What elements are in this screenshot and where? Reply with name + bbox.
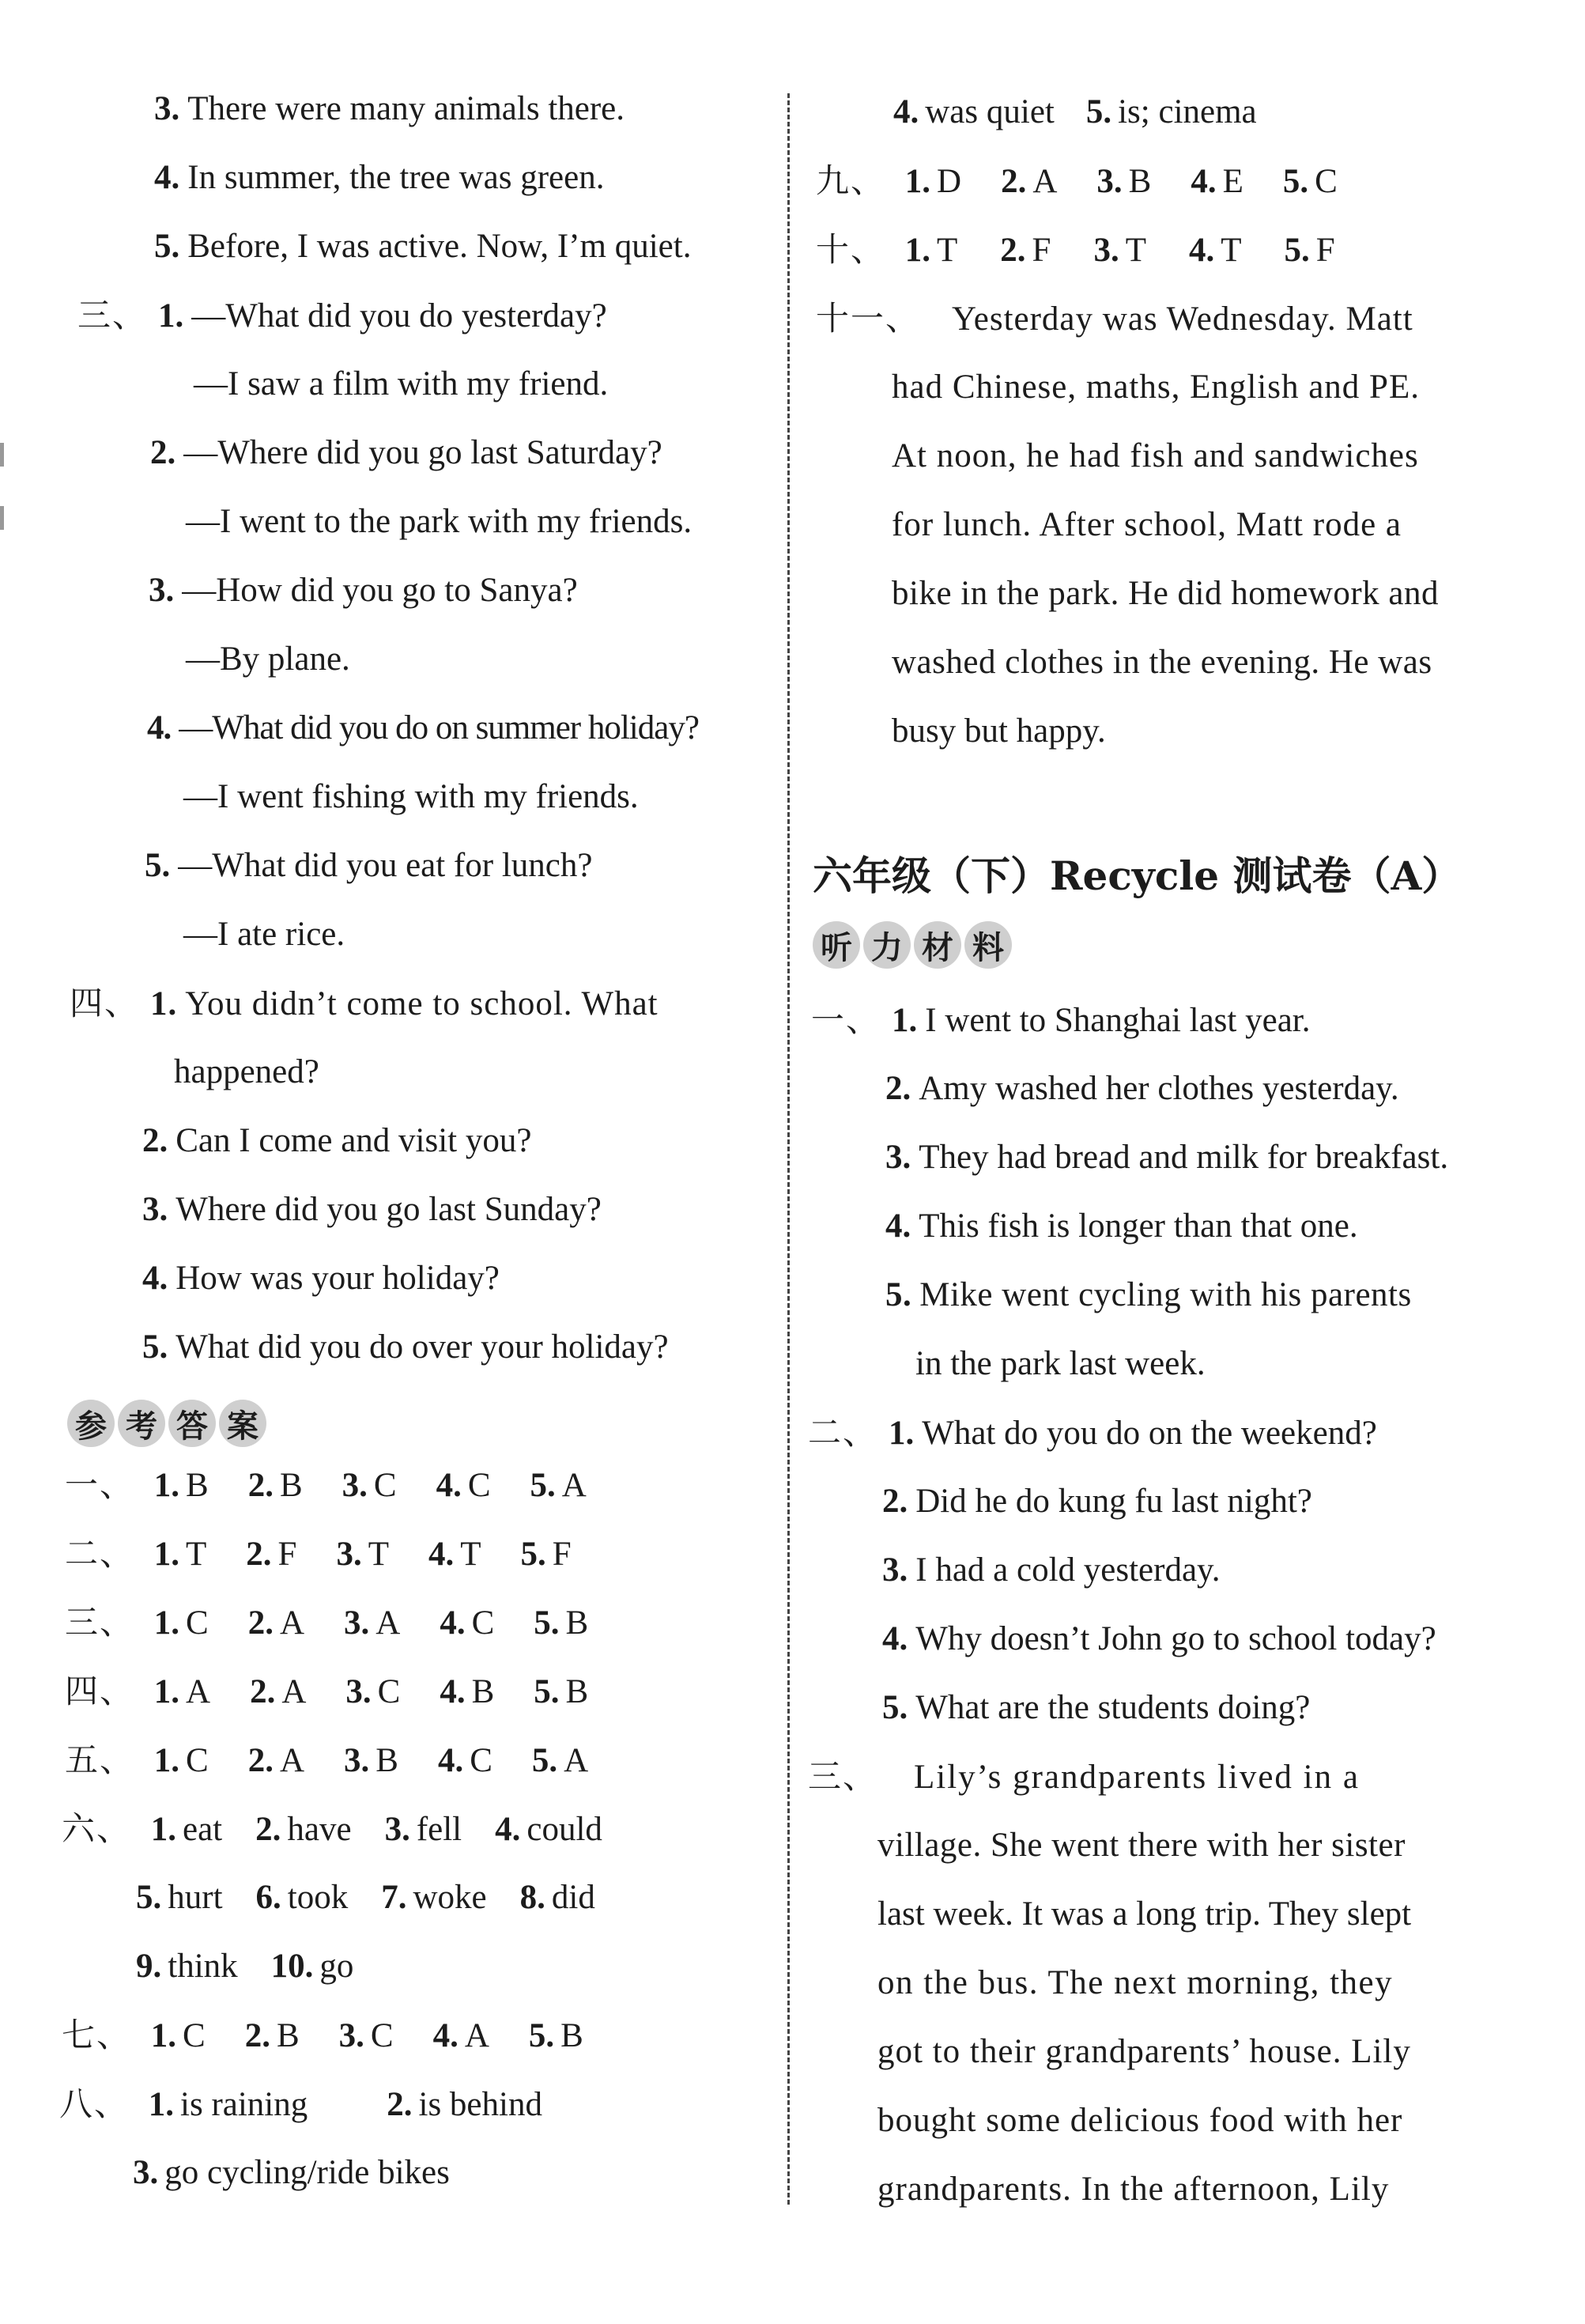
passage-line: bike in the park. He did homework and: [892, 575, 1439, 612]
passage-line: village. She went there with her sister: [877, 1827, 1406, 1864]
answer-row: 二、 1. T 2. F 3. T 4. T 5. F: [65, 1534, 572, 1573]
answer-row: 四、 1. A 2. A 3. C 4. B 5. B: [65, 1672, 589, 1710]
passage-line: 十一、 Yesterday was Wednesday. Matt: [816, 299, 1413, 338]
dialogue-line: —I saw a film with my friend.: [194, 365, 609, 402]
listening-line: in the park last week.: [915, 1345, 1206, 1382]
badge-char: 材: [914, 921, 961, 969]
answer-row: 三、 1. C 2. A 3. A 4. C 5. B: [65, 1603, 589, 1642]
badge-char: 听: [813, 921, 860, 969]
passage-line: on the bus. The next morning, they: [877, 1964, 1394, 2001]
passage-line: busy but happy.: [892, 712, 1106, 750]
dialogue-line: 三、 1. —What did you do yesterday?: [77, 296, 607, 334]
text-line: 4. In summer, the tree was green.: [154, 159, 605, 196]
dialogue-line: —I ate rice.: [183, 916, 345, 953]
question-line: 2. Can I come and visit you?: [142, 1122, 532, 1159]
badge-char: 考: [118, 1400, 165, 1447]
question-line: 3. Where did you go last Sunday?: [142, 1191, 602, 1228]
passage-line: washed clothes in the evening. He was: [892, 644, 1432, 681]
badge-char: 力: [863, 921, 911, 969]
question-line: happened?: [174, 1053, 319, 1090]
listening-line: 二、 1. What do you do on the weekend?: [808, 1413, 1377, 1452]
listening-line: 3. I had a cold yesterday.: [882, 1551, 1221, 1589]
listening-line: 5. Mike went cycling with his parents: [885, 1276, 1412, 1313]
answer-row: 4. was quiet 5. is; cinema: [893, 93, 1257, 130]
listening-material-badge: [813, 921, 1012, 969]
text-line: 5. Before, I was active. Now, I’m quiet.: [154, 228, 692, 265]
passage-line: for lunch. After school, Matt rode a: [892, 506, 1402, 543]
passage-line: grandparents. In the afternoon, Lily: [877, 2171, 1390, 2208]
badge-char: 料: [964, 921, 1012, 969]
dialogue-line: 4. —What did you do on summer holiday?: [147, 709, 699, 746]
listening-line: 一、 1. I went to Shanghai last year.: [811, 1000, 1311, 1039]
listening-line: 5. What are the students doing?: [882, 1689, 1311, 1726]
passage-line: last week. It was a long trip. They slept: [877, 1895, 1412, 1933]
question-line: 四、 1. You didn’t come to school. What: [70, 984, 659, 1022]
answer-row: 3. go cycling/ride bikes: [133, 2154, 450, 2191]
listening-line: 2. Did he do kung fu last night?: [882, 1483, 1312, 1520]
question-line: 5. What did you do over your holiday?: [142, 1328, 669, 1366]
passage-line: 三、 Lily’s grandparents lived in a: [808, 1757, 1360, 1796]
answer-row: 八、 1. is raining 2. is behind: [59, 2084, 542, 2123]
answer-row: 七、 1. C 2. B 3. C 4. A 5. B: [62, 2016, 583, 2054]
answer-row: 九、 1. D 2. A 3. B 4. E 5. C: [816, 161, 1338, 200]
dialogue-line: —By plane.: [186, 641, 350, 678]
answer-row: 5. hurt 6. took 7. woke 8. did: [136, 1879, 595, 1916]
column-divider: [787, 93, 790, 2205]
badge-char: 答: [168, 1400, 216, 1447]
scan-edge-mark: [0, 443, 4, 467]
scan-edge-mark: [0, 506, 4, 530]
answer-row: 9. think 10. go: [136, 1948, 354, 1985]
answer-key-badge: [67, 1400, 266, 1447]
dialogue-line: 3. —How did you go to Sanya?: [149, 572, 578, 609]
answer-row: 六、 1. eat 2. have 3. fell 4. could: [62, 1809, 602, 1848]
dialogue-line: —I went to the park with my friends.: [186, 503, 692, 540]
question-line: 4. How was your holiday?: [142, 1260, 500, 1297]
passage-line: bought some delicious food with her: [877, 2102, 1403, 2139]
test-title: 六年级（下）Recycle 测试卷（A）: [813, 852, 1462, 899]
answer-row: 一、 1. B 2. B 3. C 4. C 5. A: [65, 1465, 587, 1504]
listening-line: 2. Amy washed her clothes yesterday.: [885, 1070, 1399, 1107]
badge-char: 参: [67, 1400, 115, 1447]
answer-row: 十、 1. T 2. F 3. T 4. T 5. F: [816, 230, 1335, 269]
dialogue-line: 2. —Where did you go last Saturday?: [150, 434, 662, 471]
listening-line: 4. Why doesn’t John go to school today?: [882, 1620, 1436, 1657]
passage-line: At noon, he had fish and sandwiches: [892, 437, 1419, 474]
passage-line: had Chinese, maths, English and PE.: [892, 368, 1420, 406]
dialogue-line: —I went fishing with my friends.: [183, 778, 639, 815]
passage-line: got to their grandparents’ house. Lily: [877, 2033, 1411, 2070]
listening-line: 3. They had bread and milk for breakfast.: [885, 1139, 1449, 1176]
text-line: 3. There were many animals there.: [154, 90, 625, 127]
dialogue-line: 5. —What did you eat for lunch?: [145, 847, 593, 884]
listening-line: 4. This fish is longer than that one.: [885, 1207, 1358, 1245]
answer-row: 五、 1. C 2. A 3. B 4. C 5. A: [65, 1740, 589, 1779]
badge-char: 案: [219, 1400, 266, 1447]
